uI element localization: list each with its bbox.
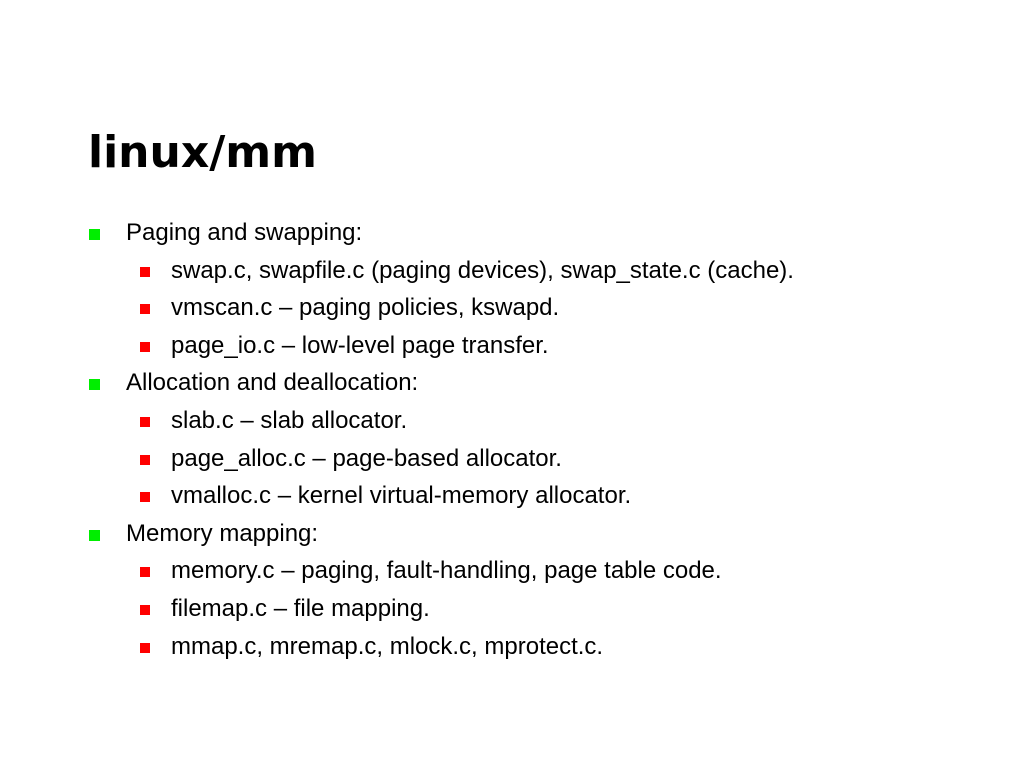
red-square-bullet-icon bbox=[140, 567, 150, 577]
list-item bbox=[0, 590, 1024, 628]
list-item-text: memory.c – paging, fault-handling, page table code. bbox=[171, 557, 722, 585]
list-item bbox=[0, 628, 1024, 666]
list-item bbox=[0, 327, 1024, 365]
red-square-bullet-icon bbox=[140, 304, 150, 314]
list-item-text: vmalloc.c – kernel virtual-memory allocator. bbox=[171, 482, 632, 510]
list-item bbox=[0, 289, 1024, 327]
section-heading: Memory mapping: bbox=[126, 519, 319, 547]
green-square-bullet-icon bbox=[89, 229, 100, 240]
list-item-text: mmap.c, mremap.c, mlock.c, mprotect.c. bbox=[171, 632, 604, 660]
section-heading: Allocation and deallocation: bbox=[126, 369, 419, 397]
section-paging bbox=[0, 214, 1024, 252]
red-square-bullet-icon bbox=[140, 605, 150, 615]
list-item-text: slab.c – slab allocator. bbox=[171, 406, 408, 434]
red-square-bullet-icon bbox=[140, 342, 150, 352]
red-square-bullet-icon bbox=[140, 492, 150, 502]
red-square-bullet-icon bbox=[140, 455, 150, 465]
list-item-text: page_io.c – low-level page transfer. bbox=[171, 331, 549, 359]
section-heading: Paging and swapping: bbox=[126, 219, 363, 246]
list-item-text: swap.c, swapfile.c (paging devices), swap_state.c (cache). bbox=[171, 256, 794, 284]
list-item-text: vmscan.c – paging policies, kswapd. bbox=[171, 294, 560, 322]
green-square-bullet-icon bbox=[89, 530, 100, 541]
slide-title: linux/mm bbox=[88, 127, 317, 178]
green-square-bullet-icon bbox=[89, 379, 100, 390]
list-item-text: filemap.c – file mapping. bbox=[171, 594, 430, 622]
bullet-list bbox=[0, 214, 1024, 665]
section-allocation bbox=[0, 364, 1024, 402]
red-square-bullet-icon bbox=[140, 417, 150, 427]
section-memory-mapping bbox=[0, 515, 1024, 553]
list-item bbox=[0, 552, 1024, 590]
list-item bbox=[0, 440, 1024, 478]
list-item bbox=[0, 252, 1024, 290]
list-item-text: page_alloc.c – page-based allocator. bbox=[171, 444, 562, 472]
list-item bbox=[0, 402, 1024, 440]
list-item bbox=[0, 477, 1024, 515]
red-square-bullet-icon bbox=[140, 267, 150, 277]
red-square-bullet-icon bbox=[140, 643, 150, 653]
